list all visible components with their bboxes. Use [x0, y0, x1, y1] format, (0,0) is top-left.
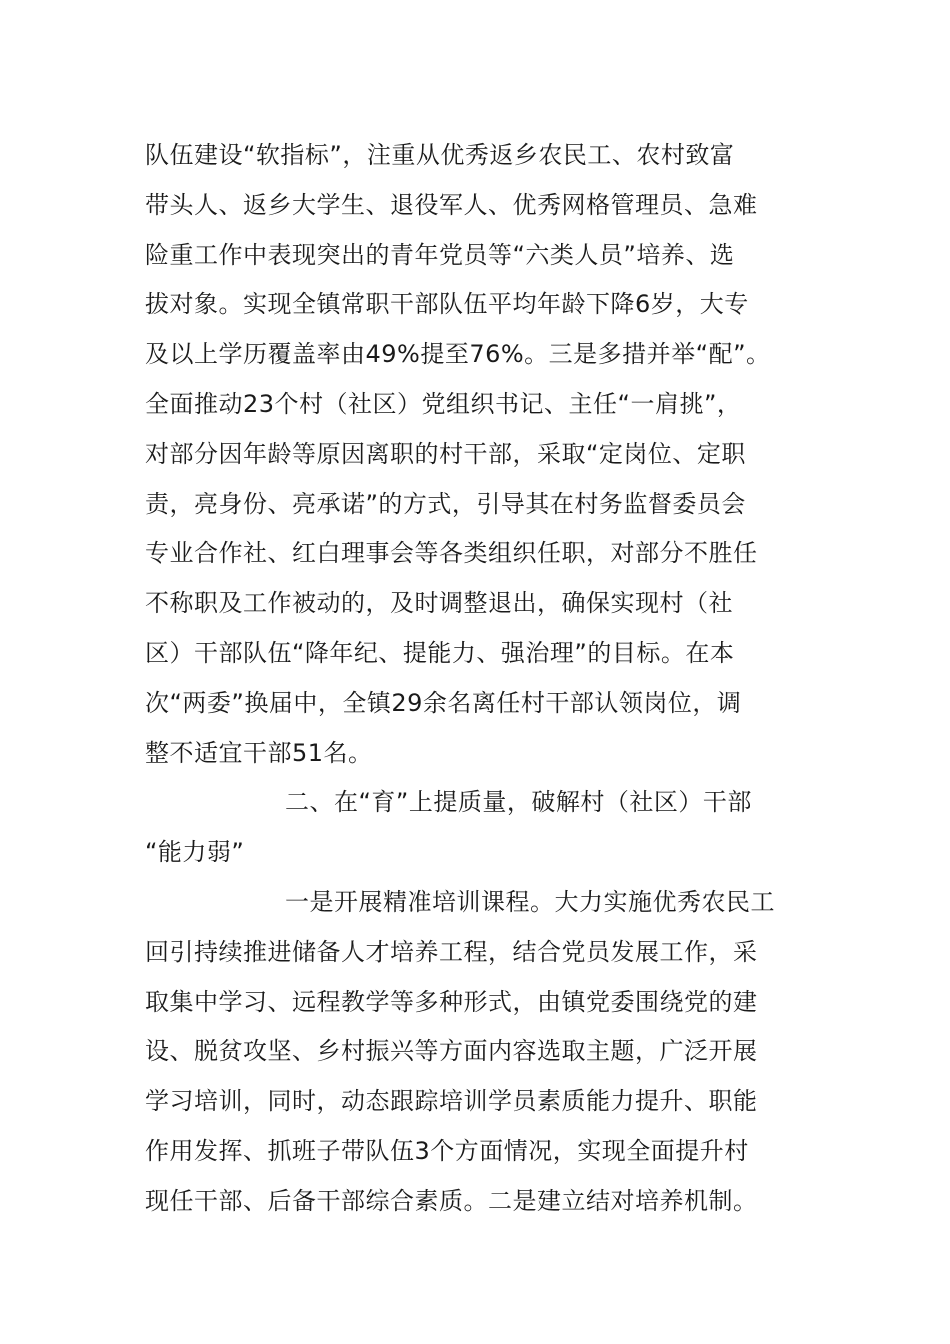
- text-line: 整不适宜干部51名。: [145, 738, 373, 767]
- text-line: 取集中学习、远程教学等多种形式，由镇党委围绕党的建: [145, 987, 758, 1016]
- text-line: 不称职及工作被动的，及时调整退出，确保实现村（社: [145, 589, 733, 618]
- text-line: 带头人、返乡大学生、退役军人、优秀网格管理员、急难: [145, 190, 758, 219]
- paragraph-start: 一是开展精准培训课程。大力实施优秀农民工: [285, 887, 775, 916]
- section-heading: 二、在“育”上提质量，破解村（社区）干部: [285, 788, 752, 817]
- text-line: 设、脱贫攻坚、乡村振兴等方面内容选取主题，广泛开展: [145, 1037, 758, 1066]
- text-line: 险重工作中表现突出的青年党员等“六类人员”培养、选: [145, 240, 735, 269]
- text-line: 专业合作社、红白理事会等各类组织任职，对部分不胜任: [145, 539, 758, 568]
- text-line: 全面推动23个村（社区）党组织书记、主任“一肩挑”，: [145, 389, 742, 418]
- text-line: 及以上学历覆盖率由49%提至76%。三是多措并举“配”。: [145, 340, 771, 369]
- text-line: 拔对象。实现全镇常职干部队伍平均年龄下降6岁，大专: [145, 290, 749, 319]
- text-line: 次“两委”换届中，全镇29余名离任村干部认领岗位，调: [145, 688, 742, 717]
- text-line: 现任干部、后备干部综合素质。二是建立结对培养机制。: [145, 1186, 758, 1215]
- text-line: 区）干部队伍“降年纪、提能力、强治理”的目标。在本: [145, 638, 735, 667]
- body-text: [145, 131, 825, 1227]
- text-line: 回引持续推进储备人才培养工程，结合党员发展工作，采: [145, 937, 758, 966]
- text-line: 作用发挥、抓班子带队伍3个方面情况，实现全面提升村: [145, 1136, 749, 1165]
- section-heading-continued: “能力弱”: [145, 838, 245, 867]
- text-line: 学习培训，同时，动态跟踪培训学员素质能力提升、职能: [145, 1087, 758, 1116]
- text-line: 队伍建设“软指标”，注重从优秀返乡农民工、农村致富: [145, 141, 735, 169]
- text-line: 对部分因年龄等原因离职的村干部，采取“定岗位、定职: [145, 439, 746, 468]
- text-line: 责，亮身份、亮承诺”的方式，引导其在村务监督委员会: [145, 489, 746, 518]
